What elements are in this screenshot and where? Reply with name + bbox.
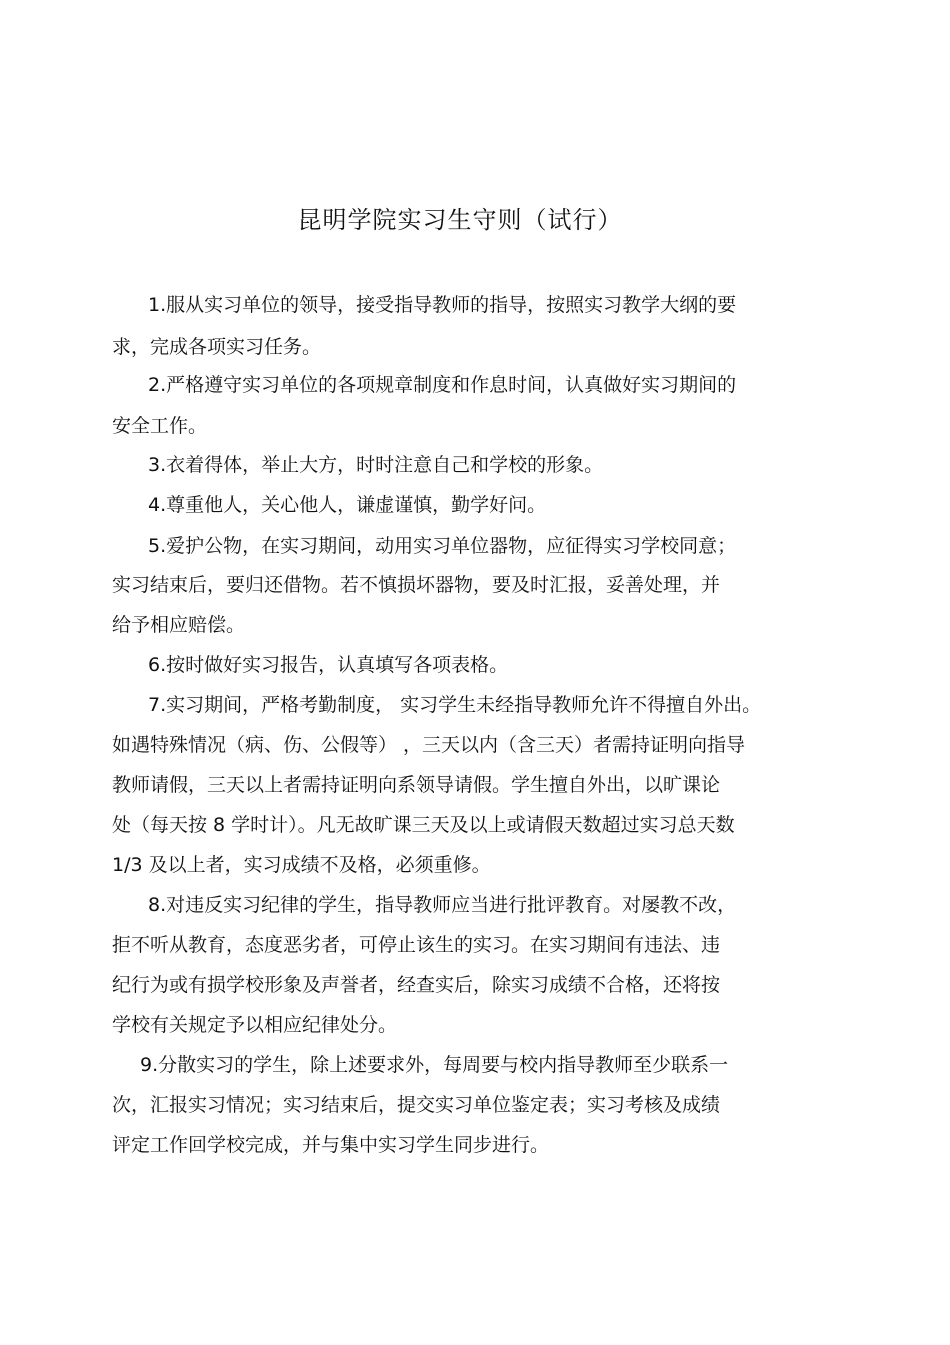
rule-9-line-2: 次，汇报实习情况；实习结束后，提交实习单位鉴定表；实习考核及成绩 xyxy=(112,1094,721,1116)
rule-4: 4.尊重他人，关心他人，谦虚谨慎，勤学好问。 xyxy=(148,494,547,516)
rule-3: 3.衣着得体，举止大方，时时注意自己和学校的形象。 xyxy=(148,454,604,476)
rule-8-line-2: 拒不听从教育，态度恶劣者，可停止该生的实习。在实习期间有违法、违 xyxy=(112,934,721,956)
rule-7-line-3: 教师请假，三天以上者需持证明向系领导请假。学生擅自外出，以旷课论 xyxy=(112,774,721,796)
rule-2-line-2: 安全工作。 xyxy=(112,415,208,437)
rule-8-line-3: 纪行为或有损学校形象及声誉者，经查实后，除实习成绩不合格，还将按 xyxy=(112,974,721,996)
rule-9-line-1: 9.分散实习的学生，除上述要求外，每周要与校内指导教师至少联系一 xyxy=(140,1054,729,1076)
rule-7-line-1: 7.实习期间，严格考勤制度， 实习学生未经指导教师允许不得擅自外出。 xyxy=(148,694,762,716)
rule-5-line-1: 5.爱护公物，在实习期间，动用实习单位器物，应征得实习学校同意； xyxy=(148,535,737,557)
page-title: 昆明学院实习生守则（试行） xyxy=(297,206,623,234)
rule-1-line-2: 求，完成各项实习任务。 xyxy=(112,336,322,358)
rule-9-line-3: 评定工作回学校完成，并与集中实习学生同步进行。 xyxy=(112,1134,550,1156)
rule-7-line-2: 如遇特殊情况（病、伤、公假等） ，三天以内（含三天）者需持证明向指导 xyxy=(112,734,746,756)
rule-1-line-1: 1.服从实习单位的领导，接受指导教师的指导，按照实习教学大纲的要 xyxy=(148,294,737,316)
rule-2-line-1: 2.严格遵守实习单位的各项规章制度和作息时间，认真做好实习期间的 xyxy=(148,374,737,396)
rule-5-line-2: 实习结束后，要归还借物。若不慎损坏器物，要及时汇报，妥善处理，并 xyxy=(112,574,721,596)
rule-7-line-4: 处（每天按 8 学时计）。凡无故旷课三天及以上或请假天数超过实习总天数 xyxy=(112,814,735,836)
rule-8-line-4: 学校有关规定予以相应纪律处分。 xyxy=(112,1014,398,1036)
rule-7-line-5: 1/3 及以上者，实习成绩不及格，必须重修。 xyxy=(112,854,491,876)
rule-8-line-1: 8.对违反实习纪律的学生，指导教师应当进行批评教育。对屡教不改， xyxy=(148,894,737,916)
rule-6: 6.按时做好实习报告，认真填写各项表格。 xyxy=(148,654,509,676)
rule-5-line-3: 给予相应赔偿。 xyxy=(112,614,246,636)
